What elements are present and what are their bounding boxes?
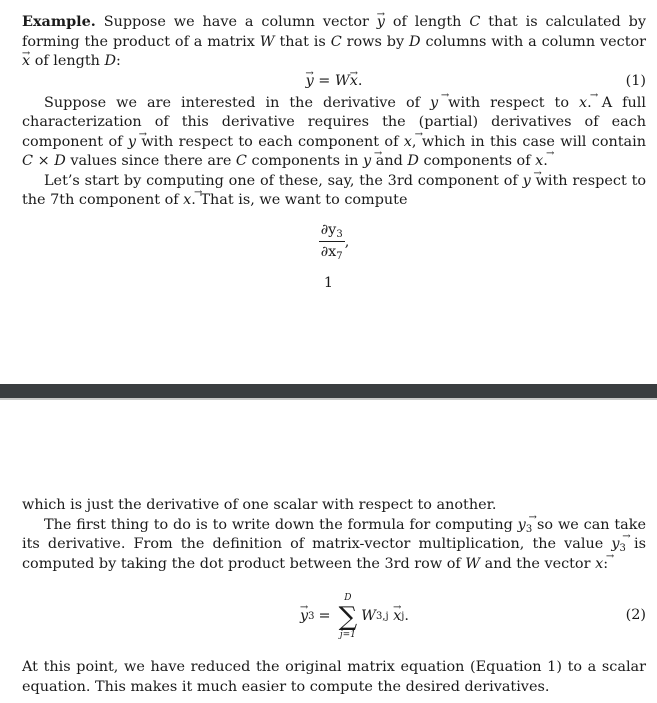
text: with respect to each component of xyxy=(141,133,399,150)
vector-x: x → xyxy=(535,153,543,169)
paragraph-6: At this point, we have reduced the original matrix equation (Equation 1) to a scalar equation. This makes it much easier to compute the desired derivatives. xyxy=(22,659,646,695)
page-number: 1 xyxy=(323,275,334,291)
text: components in xyxy=(251,153,359,169)
vector-y: y → xyxy=(611,536,619,552)
vector-x: x → xyxy=(579,95,587,111)
text: columns with a column vector xyxy=(425,33,647,50)
equals-sign: = xyxy=(318,608,331,625)
text: and xyxy=(375,153,403,169)
var-d: D xyxy=(104,53,117,69)
var-d: D xyxy=(409,33,421,50)
vector-y: y → xyxy=(306,73,314,89)
equation-2 xyxy=(22,588,646,646)
vector-x: x → xyxy=(393,607,401,627)
fraction-denominator xyxy=(319,242,345,263)
subscript: 3 xyxy=(336,228,343,240)
vector-x: x → xyxy=(595,556,603,572)
text: , which in this case will contain xyxy=(411,133,647,150)
vector-y: y → xyxy=(128,134,136,150)
subscript: 7 xyxy=(336,251,343,262)
sum-lower-limit: j=1 xyxy=(339,630,356,640)
fraction-numerator xyxy=(319,221,345,243)
partial-derivative: $\frac{\partial y_3}{\partial x_7}$ , xyxy=(320,221,350,262)
text: . A full characterization of this derivative requires the (partial) derivatives of each component of xyxy=(22,94,646,150)
sum-upper-limit: D xyxy=(344,593,352,603)
vector-y: y → xyxy=(377,14,385,30)
equation-rhs: = W xyxy=(318,72,350,89)
equation-number: (2) xyxy=(625,607,646,623)
times-symbol: × xyxy=(37,153,50,169)
text: is computed by taking the dot product between the 3rd row of xyxy=(22,536,646,572)
text: components of xyxy=(423,153,531,169)
var-c: C xyxy=(22,153,34,169)
paragraph-2: Suppose we are interested in the derivative of y → with respect to x →. A full characterization of this derivative requires the (partial) derivatives of each component of y → with respect to each component of x →, which in this case will contain C × D values since there are C components in y → and D components of x →. xyxy=(22,94,646,172)
text: ∂x xyxy=(320,244,337,260)
example-label: Example. xyxy=(22,13,96,30)
bottom-text-block xyxy=(22,496,646,697)
top-text-block xyxy=(22,12,646,263)
text: so we can take its derivative. From the definition of matrix-vector multiplication, the value xyxy=(22,516,646,552)
var-c: C xyxy=(330,33,342,50)
equation-1: y → = Wx →. (1) xyxy=(22,72,646,94)
var-c: C xyxy=(235,153,247,169)
vector-x: x → xyxy=(183,192,191,208)
var-d: D xyxy=(407,153,419,169)
text: with respect to xyxy=(448,94,569,111)
equation-number: (1) xyxy=(625,72,646,89)
var-w: W xyxy=(361,608,376,625)
var-c: C xyxy=(469,14,481,30)
text: of length xyxy=(392,14,462,30)
vector-y: y → xyxy=(430,95,438,111)
vector-x: x → xyxy=(350,73,358,89)
text: Suppose we have a column vector xyxy=(103,14,369,30)
summation-sign xyxy=(339,593,358,641)
var-w: W xyxy=(465,555,481,572)
text: rows by xyxy=(346,33,405,50)
subscript: 3 xyxy=(525,523,533,535)
sigma-symbol: ∑ xyxy=(338,602,358,632)
vector-y: y → xyxy=(518,517,526,533)
text: of length xyxy=(34,53,100,69)
text: ∂y xyxy=(320,221,337,238)
vector-x: x → xyxy=(404,134,412,150)
text: : xyxy=(116,53,121,69)
text: values since there are xyxy=(70,153,232,169)
vector-y: y → xyxy=(523,173,531,189)
text: that is calculated by forming the product of a matrix xyxy=(22,14,647,50)
page-separator-highlight xyxy=(0,398,657,400)
text: that is xyxy=(279,33,326,50)
page-separator xyxy=(0,384,657,398)
paragraph-3 xyxy=(22,172,646,211)
paragraph-4: which is just the derivative of one scalar with respect to another. xyxy=(22,497,497,513)
summation-expression: y → 3 = D ∑ j=1 W 3,j x → j . xyxy=(300,588,409,646)
vector-x: x → xyxy=(22,53,30,69)
text: : xyxy=(603,555,609,572)
fraction xyxy=(319,221,345,263)
var-d: D xyxy=(54,153,66,169)
vector-y: y → xyxy=(363,153,371,169)
subscript: 3 xyxy=(619,543,626,554)
paragraph-5 xyxy=(22,516,646,575)
paragraph-example xyxy=(22,12,646,72)
text: Suppose we are interested in the derivative of xyxy=(44,94,420,111)
text: and the vector xyxy=(484,555,591,572)
var-w: W xyxy=(259,33,275,50)
vector-y: y → xyxy=(300,607,308,627)
text: with respect to the 7th component of xyxy=(22,172,647,208)
text: Let’s start by computing one of these, say, the 3rd component of xyxy=(44,172,518,189)
text: . That is, we want to compute xyxy=(191,192,408,208)
text: The first thing to do is to write down the formula for computing xyxy=(44,516,513,533)
